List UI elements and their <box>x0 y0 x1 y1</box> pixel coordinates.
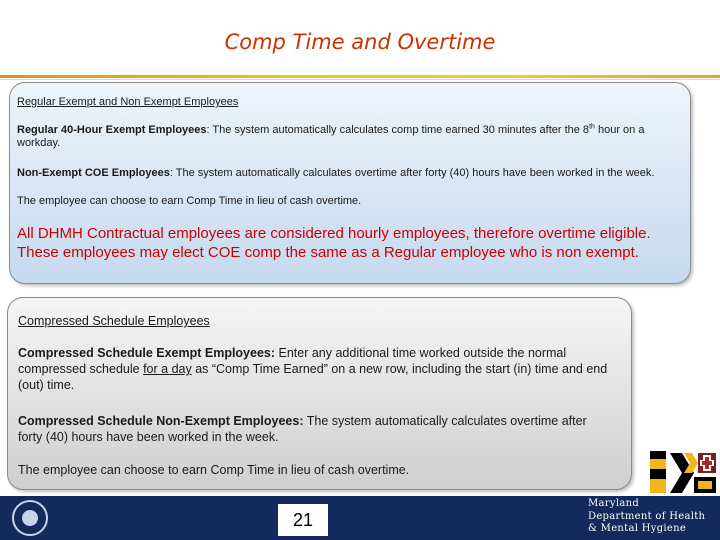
section1-exempt-text-b: hour on a workday. <box>17 124 645 149</box>
section2-paragraph-choice: The employee can choose to earn Comp Time in lieu of cash overtime. <box>18 463 410 477</box>
section1-nonexempt-text: : The system automatically calculates overtime after forty (40) hours have been worked in the week. <box>169 167 655 179</box>
section2-paragraph-nonexempt <box>18 413 610 445</box>
section2-nonexempt-label: Compressed Schedule Non-Exempt Employees: <box>18 414 304 428</box>
department-brand <box>588 498 718 536</box>
section2-exempt-underline: for a day <box>143 362 192 376</box>
section1-exempt-label: Regular 40-Hour Exempt Employees <box>17 124 207 136</box>
brand-line-1: Maryland <box>588 498 640 509</box>
section1-paragraph-nonexempt <box>17 167 687 180</box>
section2-exempt-text-a: Enter any additional time worked outside the normal compressed schedule <box>18 346 567 376</box>
section2-exempt-text-b: as “Comp Time Earned” on a new row, including the start (in) time and end (out) time. <box>18 362 608 392</box>
section2-nonexempt-text: The system automatically calculates overtime after forty (40) hours have been worked in the week. <box>18 414 587 444</box>
brand-line-2: Department of Health <box>588 510 706 522</box>
section1-paragraph-choice: The employee can choose to earn Comp Time in lieu of cash overtime. <box>17 195 362 207</box>
section1-exempt-text-a: : The system automatically calculates comp time earned 30 minutes after the 8 <box>206 124 590 136</box>
section1-contractual-highlight: All DHMH Contractual employees are considered hourly employees, therefore overtime eligible. These employees may elect COE comp the same as a Regular employee who is non exempt. <box>17 225 651 261</box>
state-seal-icon <box>12 500 48 536</box>
section1-heading: Regular Exempt and Non Exempt Employees <box>17 96 239 108</box>
section2-exempt-label: Compressed Schedule Exempt Employees: <box>18 346 276 360</box>
section1-paragraph-exempt <box>17 124 687 150</box>
maryland-flag-icon <box>648 449 718 495</box>
title-divider-thin <box>0 79 720 80</box>
section2-paragraph-exempt <box>18 345 610 393</box>
slide-title: Comp Time and Overtime <box>224 30 496 54</box>
brand-line-3: & Mental Hygiene <box>588 523 687 534</box>
title-divider <box>0 75 720 78</box>
section2-heading: Compressed Schedule Employees <box>18 314 210 328</box>
section1-nonexempt-label: Non-Exempt COE Employees <box>17 167 170 179</box>
section1-exempt-sup: th <box>589 123 595 131</box>
page-number: 21 <box>278 504 328 536</box>
